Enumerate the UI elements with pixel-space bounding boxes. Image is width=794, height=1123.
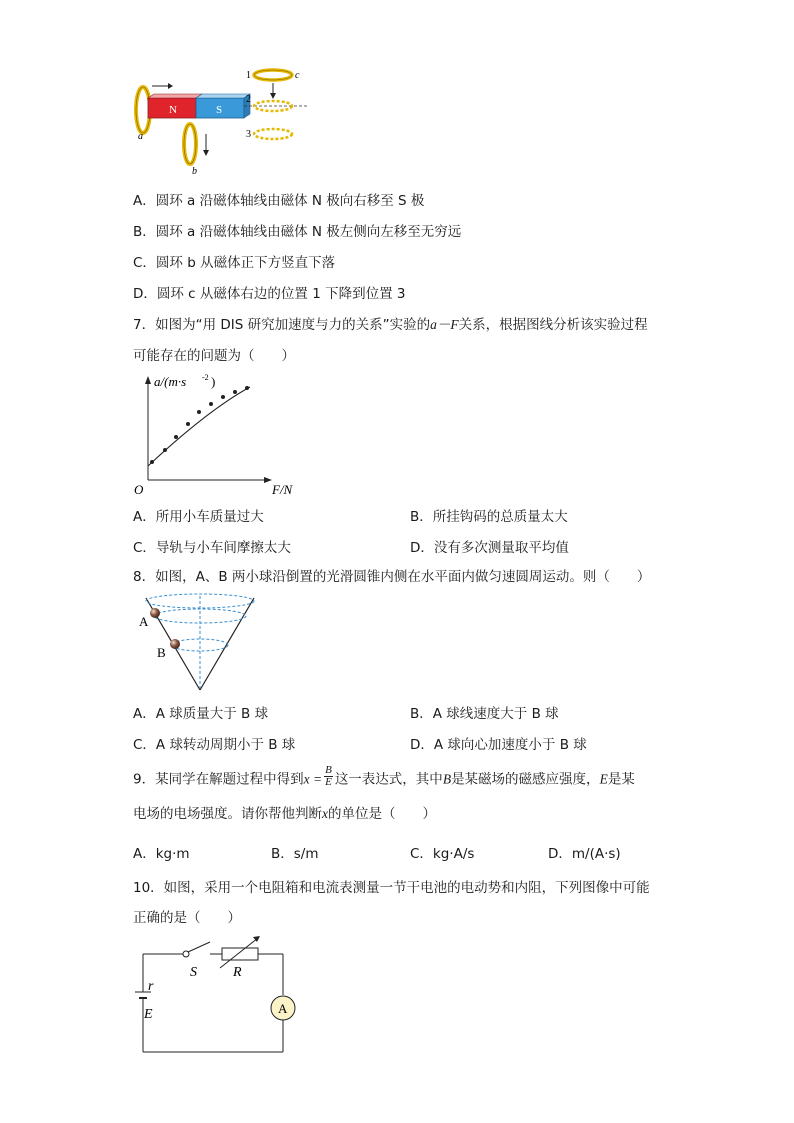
variable-resistor xyxy=(222,948,258,960)
q10-stem-line1: 10．如图，采用一个电阻箱和电流表测量一节干电池的电动势和内阻，下列图像中可能 xyxy=(133,880,650,896)
q9-frac-num: B xyxy=(325,764,332,776)
q6-option-b[interactable]: B．圆环 a 沿磁体轴线由磁体 N 极左侧向左移至无穷远 xyxy=(133,224,462,240)
q9-option-c[interactable]: C．kg·A/s xyxy=(410,846,475,862)
pos-1-label: 1 xyxy=(246,70,251,81)
graph-xlabel: F/N xyxy=(272,482,293,497)
q9-stem-line1 xyxy=(133,764,635,792)
q9-stem-line2 xyxy=(133,804,436,824)
data-point xyxy=(197,410,201,414)
a-f-curve xyxy=(148,387,250,466)
q8-option-d[interactable]: D．A 球向心加速度小于 B 球 xyxy=(410,737,587,753)
q9-option-d[interactable]: D．m/(A·s) xyxy=(548,846,621,862)
data-point xyxy=(186,422,190,426)
data-point xyxy=(163,448,167,452)
magnet-n-label: N xyxy=(169,104,177,116)
graph-ylabel: a/(m·s xyxy=(154,374,187,389)
graph-ylabel-exp: -2 xyxy=(202,373,209,382)
q8-stem: 8．如图，A、B 两小球沿倒置的光滑圆锥内侧在水平面内做匀速圆周运动。则（ ） xyxy=(133,569,651,585)
q8-option-b[interactable]: B．A 球线速度大于 B 球 xyxy=(410,706,559,722)
q7-stem-math: a－F xyxy=(430,317,459,332)
q9-stem-mid2: 是某磁场的磁感应强度， xyxy=(451,771,600,788)
magnet-rings-figure xyxy=(128,62,328,182)
ring-a-label: a xyxy=(138,131,143,142)
cone-figure xyxy=(128,592,278,696)
q9-option-b[interactable]: B．s/m xyxy=(271,846,319,862)
data-point xyxy=(233,390,237,394)
pos-3-label: 3 xyxy=(246,129,251,140)
emf-label: E xyxy=(144,1007,153,1022)
data-point xyxy=(209,402,213,406)
q9-stem-prefix: 9．某同学在解题过程中得到 xyxy=(133,771,304,788)
circuit-diagram xyxy=(128,930,308,1060)
q9-var-e: E xyxy=(599,771,608,787)
a-f-points xyxy=(150,386,249,464)
ball-a-label: A xyxy=(139,614,149,629)
q7-option-c[interactable]: C．导轨与小车间摩擦太大 xyxy=(133,540,291,556)
q9-fraction xyxy=(324,765,333,788)
q7-stem-suffix: 关系，根据图线分析该实验过程 xyxy=(458,317,648,333)
q8-option-c[interactable]: C．A 球转动周期小于 B 球 xyxy=(133,737,296,753)
q9-formula-lhs: x = xyxy=(303,771,323,787)
graph-origin: O xyxy=(134,482,144,497)
ring-c-pos3 xyxy=(254,129,292,139)
data-point xyxy=(174,435,178,439)
switch-blade xyxy=(188,942,210,952)
q7-stem-line2: 可能存在的问题为（ ） xyxy=(133,348,295,364)
q6-option-c[interactable]: C．圆环 b 从磁体正下方竖直下落 xyxy=(133,255,336,271)
a-f-graph xyxy=(128,370,328,500)
q6-option-d[interactable]: D．圆环 c 从磁体右边的位置 1 下降到位置 3 xyxy=(133,286,406,302)
internal-r-label: r xyxy=(148,979,154,994)
q9-line2-suffix: 的单位是（ ） xyxy=(328,806,436,822)
q9-frac-den: E xyxy=(325,776,332,788)
data-point xyxy=(245,386,249,390)
q9-var-x: x xyxy=(322,806,328,821)
ball-a xyxy=(150,608,160,618)
q9-option-a[interactable]: A．kg·m xyxy=(133,846,190,862)
resistor-label: R xyxy=(233,965,242,980)
switch-label: S xyxy=(190,965,197,980)
data-point xyxy=(221,395,225,399)
graph-ylabel-close: ) xyxy=(211,374,216,389)
q7-option-d[interactable]: D．没有多次测量取平均值 xyxy=(410,540,569,556)
ring-c-label: c xyxy=(295,70,300,81)
q10-stem-line2: 正确的是（ ） xyxy=(133,910,241,926)
q7-stem-line1 xyxy=(133,315,648,335)
q6-option-a[interactable]: A．圆环 a 沿磁体轴线由磁体 N 极向右移至 S 极 xyxy=(133,193,425,209)
q7-option-a[interactable]: A．所用小车质量过大 xyxy=(133,509,264,525)
data-point xyxy=(150,460,154,464)
q8-option-a[interactable]: A．A 球质量大于 B 球 xyxy=(133,706,269,722)
q9-var-b: B xyxy=(442,771,452,787)
ring-b-label: b xyxy=(192,166,197,177)
ball-b xyxy=(170,639,180,649)
q7-stem-prefix: 7．如图为“用 DIS 研究加速度与力的关系”实验的 xyxy=(133,317,431,333)
ball-b-label: B xyxy=(157,645,166,660)
q9-line2-prefix: 电场的电场强度。请你帮他判断 xyxy=(133,806,322,822)
magnet-s-label: S xyxy=(216,104,223,116)
ammeter-label: A xyxy=(278,1001,288,1016)
q9-stem-mid: 这一表达式，其中 xyxy=(334,771,443,788)
q7-option-b[interactable]: B．所挂钩码的总质量太大 xyxy=(410,509,568,525)
pos-2-label: 2 xyxy=(246,94,251,105)
q9-stem-end: 是某 xyxy=(607,771,635,788)
